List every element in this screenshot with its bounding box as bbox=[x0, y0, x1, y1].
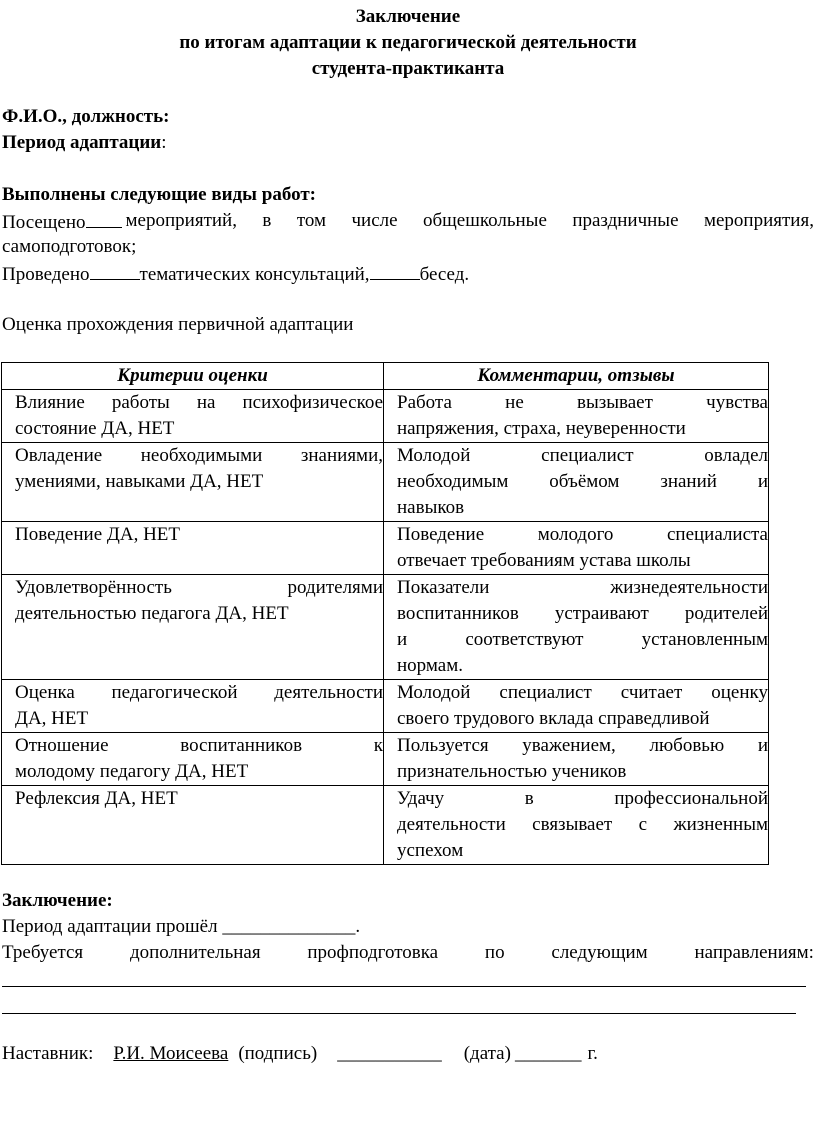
comment-cell bbox=[384, 733, 769, 786]
visited-count-blank bbox=[86, 208, 122, 228]
comment-cell-line: признательностью учеников bbox=[397, 761, 627, 782]
period-label: Период адаптации bbox=[2, 132, 162, 153]
required-word: следующим bbox=[551, 942, 648, 963]
self-prep-line: самоподготовок; bbox=[2, 236, 137, 257]
visited-start bbox=[2, 208, 122, 236]
works-heading: Выполнены следующие виды работ: bbox=[2, 184, 316, 205]
passed-blank: ______________ bbox=[222, 916, 356, 937]
criterion-cell bbox=[2, 443, 384, 522]
signature-blank: ___________ bbox=[337, 1043, 442, 1064]
comment-cell bbox=[384, 575, 769, 680]
conclusion-heading: Заключение: bbox=[2, 890, 113, 911]
passed-end: . bbox=[355, 916, 361, 937]
criterion-cell-line: Отношение воспитанников к bbox=[15, 735, 383, 756]
comment-cell-line: Работа не вызывает чувства bbox=[397, 392, 768, 413]
criterion-cell-line: деятельностью педагога ДА, НЕТ bbox=[15, 603, 289, 624]
visited-label: Посещено bbox=[2, 212, 86, 233]
title-line-3: студента-практиканта bbox=[311, 58, 505, 79]
criterion-cell bbox=[2, 390, 384, 443]
visited-word: числе bbox=[351, 210, 398, 231]
visited-word: общешкольные bbox=[422, 210, 547, 231]
header-comments: Комментарии, отзывы bbox=[384, 363, 769, 390]
mentor-name bbox=[93, 1043, 228, 1064]
header-criteria: Критерии оценки bbox=[2, 363, 384, 390]
required-word: профподготовка bbox=[307, 942, 439, 963]
comment-cell-line: Поведение молодого специалиста bbox=[397, 524, 768, 545]
comment-cell-line: нормам. bbox=[397, 655, 463, 676]
visited-text bbox=[126, 208, 814, 236]
required-line bbox=[2, 940, 814, 966]
comment-cell-line: напряжения, страха, неуверенности bbox=[397, 418, 686, 439]
criterion-cell bbox=[2, 575, 384, 680]
criterion-cell-line: Влияние работы на психофизическое bbox=[15, 392, 383, 413]
table-row bbox=[2, 522, 769, 575]
comment-cell-line: успехом bbox=[397, 840, 464, 861]
visited-word: в bbox=[262, 210, 272, 231]
held-talks-text: бесед. bbox=[419, 264, 470, 285]
mentor-label: Наставник: bbox=[2, 1043, 94, 1064]
comment-cell-line: Удачу в профессиональной bbox=[397, 788, 768, 809]
criterion-cell-line: молодому педагогу ДА, НЕТ bbox=[15, 761, 249, 782]
criterion-cell bbox=[2, 786, 384, 865]
criterion-cell bbox=[2, 680, 384, 733]
criterion-cell-line: Поведение ДА, НЕТ bbox=[15, 524, 180, 545]
visited-word: мероприятия, bbox=[703, 210, 814, 231]
required-word: дополнительная bbox=[129, 942, 261, 963]
visited-line bbox=[2, 208, 814, 236]
fio-label: Ф.И.О., должность: bbox=[2, 106, 170, 127]
comment-cell-line: воспитанников устраивают родителей bbox=[397, 603, 768, 624]
consult-count-blank bbox=[90, 260, 140, 280]
date-blank: _______ bbox=[514, 1043, 582, 1064]
comment-cell bbox=[384, 786, 769, 865]
assessment-label: Оценка прохождения первичной адаптации bbox=[2, 314, 354, 335]
table-header-row bbox=[2, 363, 769, 390]
table-row bbox=[2, 443, 769, 522]
document-title bbox=[0, 4, 816, 82]
comment-cell-line: Молодой специалист овладел bbox=[397, 445, 768, 466]
required-word: по bbox=[484, 942, 505, 963]
comment-cell-line: и соответствуют установленным bbox=[397, 629, 768, 650]
held-line bbox=[2, 260, 469, 288]
directions-blank-line-1 bbox=[2, 986, 806, 987]
comment-cell bbox=[384, 443, 769, 522]
comment-cell bbox=[384, 680, 769, 733]
mentor-name-text: Р.И. Моисеева bbox=[113, 1043, 229, 1064]
mentor-line bbox=[2, 1041, 598, 1067]
table-row bbox=[2, 680, 769, 733]
required-word: Требуется bbox=[2, 942, 84, 963]
passed-label: Период адаптации прошёл bbox=[2, 916, 218, 937]
date-label: (дата) bbox=[463, 1043, 511, 1064]
visited-word: том bbox=[296, 210, 327, 231]
criterion-cell-line: Рефлексия ДА, НЕТ bbox=[15, 788, 178, 809]
criterion-cell-line: ДА, НЕТ bbox=[15, 708, 89, 729]
title-line-2: по итогам адаптации к педагогической деятельности bbox=[179, 32, 637, 53]
comment-cell-line: Показатели жизнедеятельности bbox=[397, 577, 768, 598]
table-row bbox=[2, 575, 769, 680]
comment-cell bbox=[384, 522, 769, 575]
table-row bbox=[2, 786, 769, 865]
comment-cell-line: деятельности связывает с жизненным bbox=[397, 814, 768, 835]
held-label: Проведено bbox=[2, 264, 90, 285]
comment-cell-line: Пользуется уважением, любовью и bbox=[397, 735, 768, 756]
criterion-cell-line: Овладение необходимыми знаниями, bbox=[15, 445, 383, 466]
table-row bbox=[2, 390, 769, 443]
held-consult-text: тематических консультаций, bbox=[139, 264, 370, 285]
criterion-cell-line: умениями, навыками ДА, НЕТ bbox=[15, 471, 264, 492]
title-line-1: Заключение bbox=[355, 6, 461, 27]
period-colon: : bbox=[161, 132, 167, 153]
period-line bbox=[2, 130, 167, 156]
criterion-cell-line: Удовлетворённость родителями bbox=[15, 577, 383, 598]
talks-count-blank bbox=[370, 260, 420, 280]
criterion-cell-line: состояние ДА, НЕТ bbox=[15, 418, 175, 439]
required-word: направлениям: bbox=[694, 942, 814, 963]
table-row bbox=[2, 733, 769, 786]
comment-cell-line: Молодой специалист считает оценку bbox=[397, 682, 768, 703]
directions-blank-line-2 bbox=[2, 1013, 796, 1014]
criterion-cell bbox=[2, 733, 384, 786]
comment-cell-line: своего трудового вклада справедливой bbox=[397, 708, 710, 729]
visited-word: мероприятий, bbox=[125, 210, 237, 231]
passed-line bbox=[2, 914, 360, 940]
signature-label: (подпись) bbox=[238, 1043, 318, 1064]
comment-cell-line: необходимым объёмом знаний и bbox=[397, 471, 768, 492]
year-suffix: г. bbox=[587, 1043, 598, 1064]
visited-word: праздничные bbox=[572, 210, 679, 231]
criterion-cell bbox=[2, 522, 384, 575]
criterion-cell-line: Оценка педагогической деятельности bbox=[15, 682, 383, 703]
comment-cell-line: отвечает требованиям устава школы bbox=[397, 550, 691, 571]
comment-cell-line: навыков bbox=[397, 497, 465, 518]
assessment-table bbox=[1, 362, 769, 865]
comment-cell bbox=[384, 390, 769, 443]
